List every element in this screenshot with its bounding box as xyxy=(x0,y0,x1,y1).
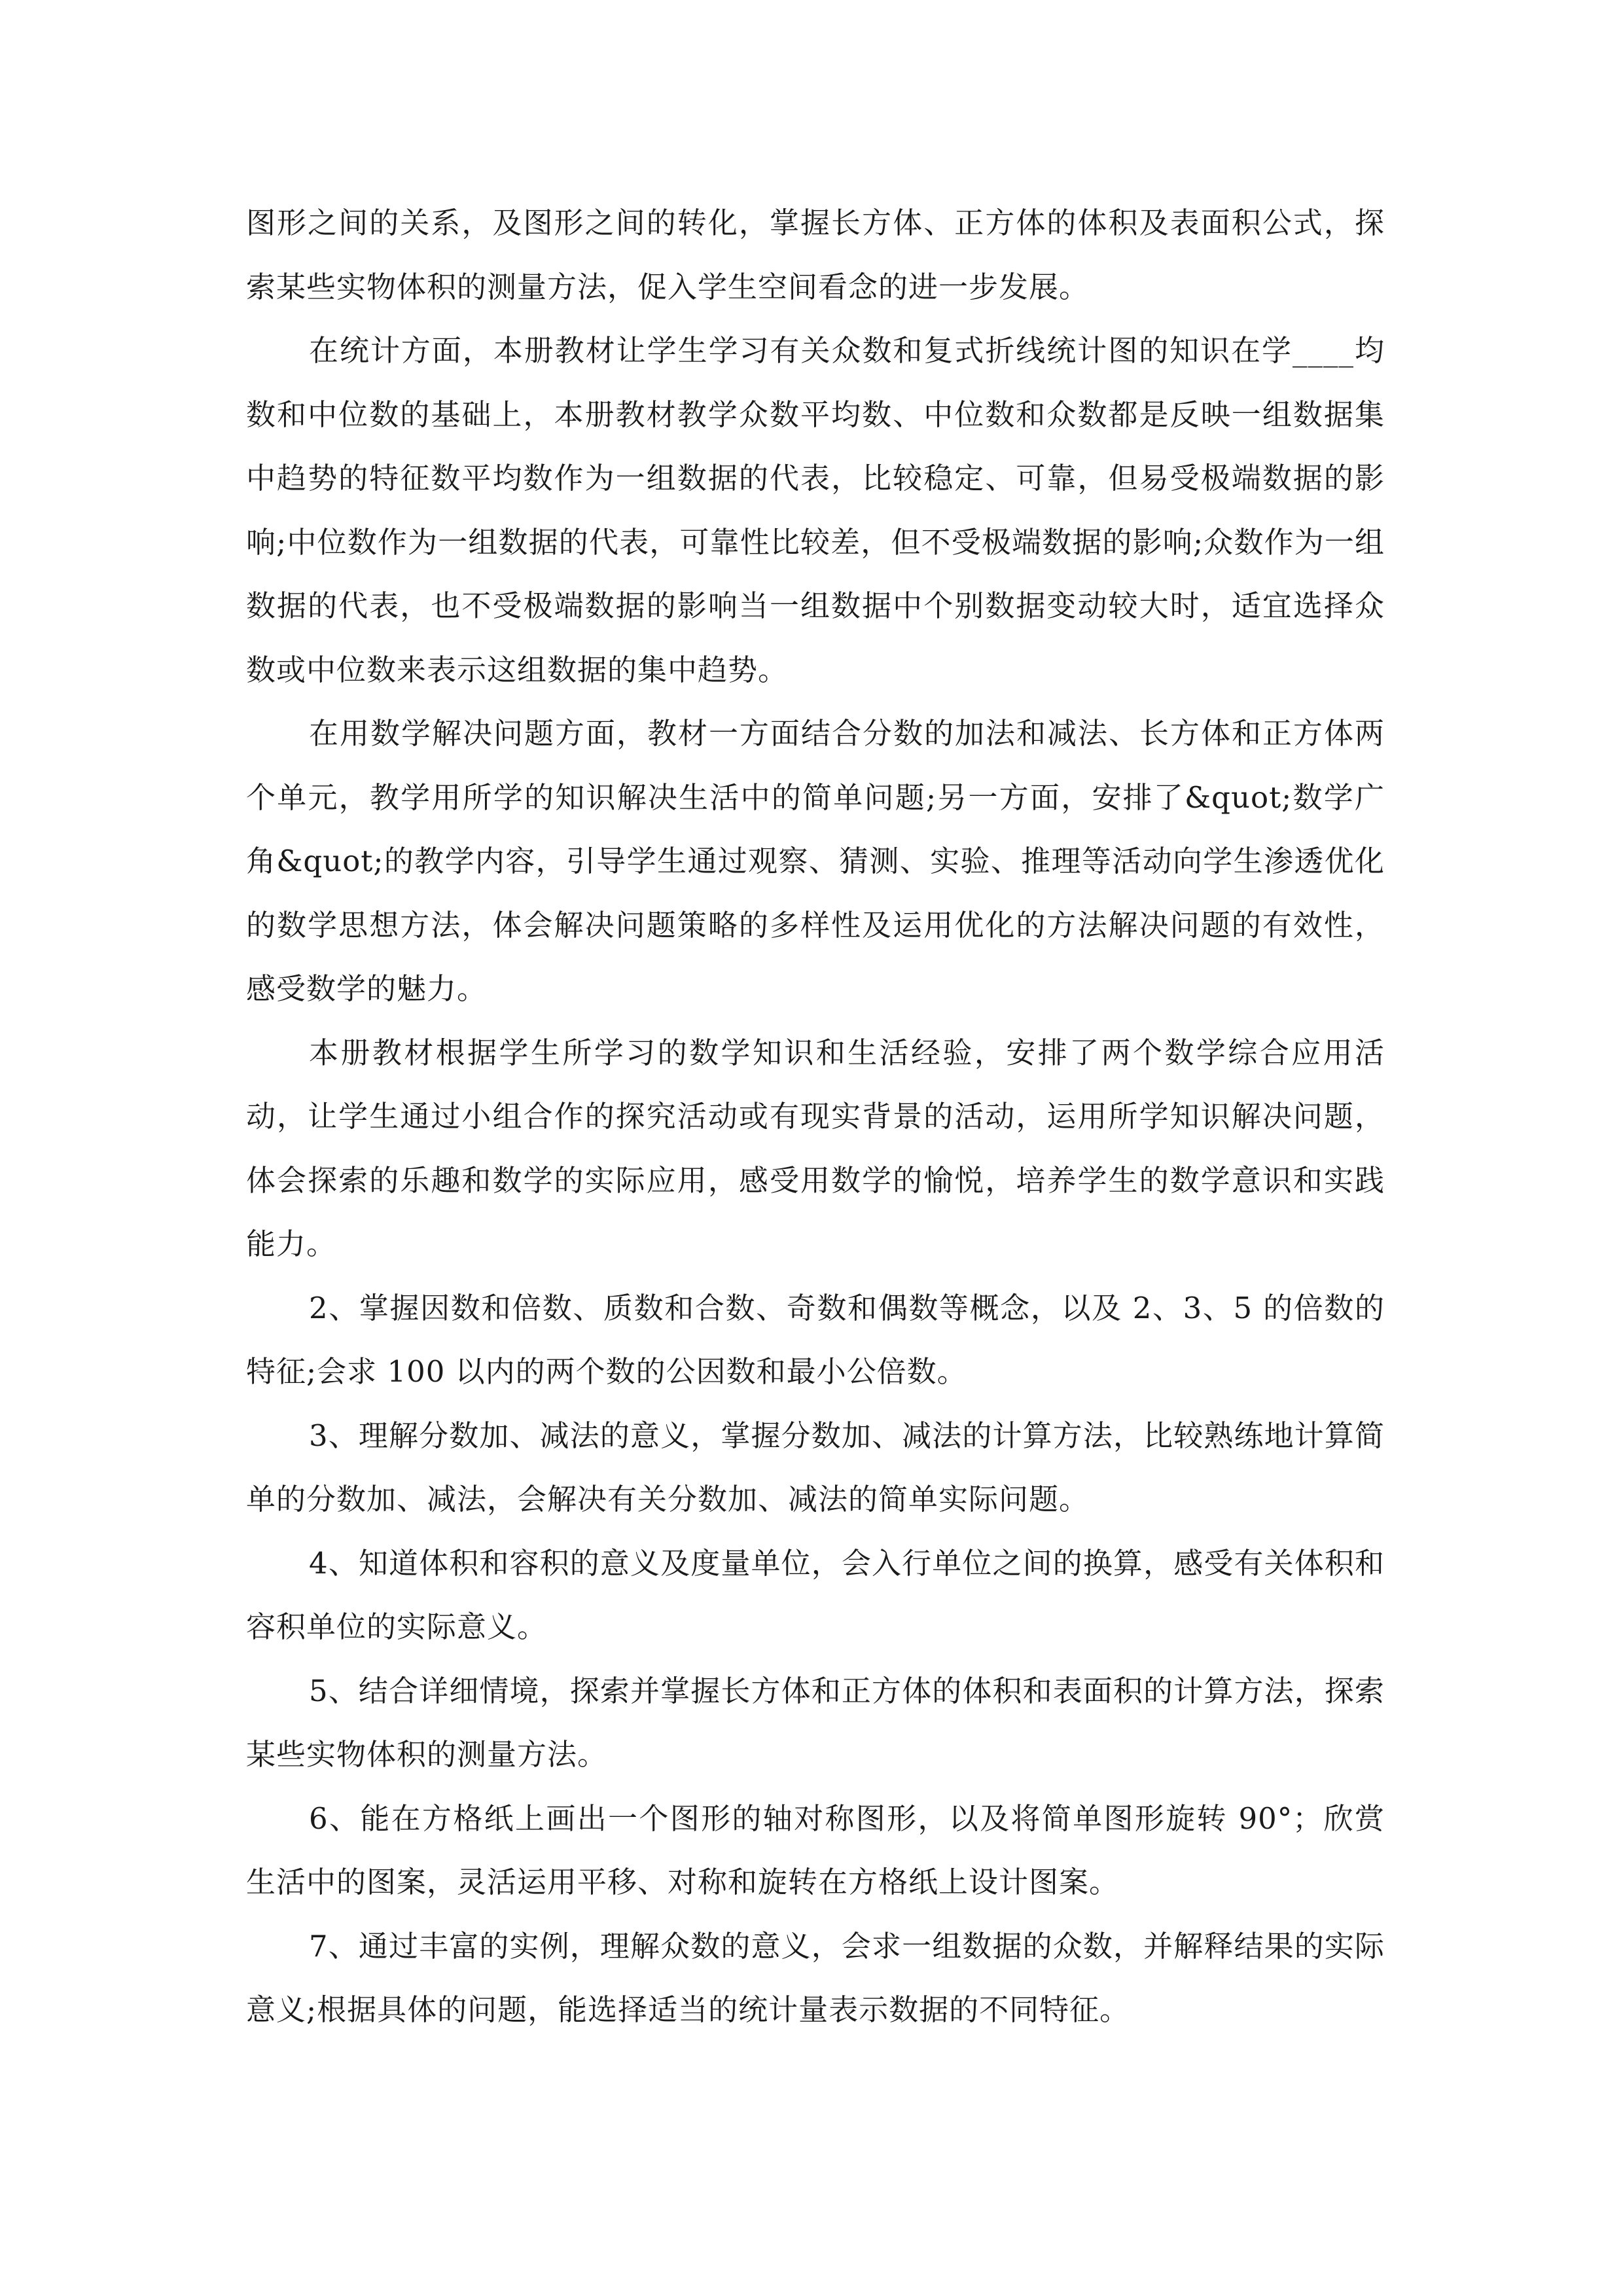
paragraph-goal-6: 6、能在方格纸上画出一个图形的轴对称图形，以及将简单图形旋转 90°；欣赏生活中的图案，灵活运用平移、对称和旋转在方格纸上设计图案。 xyxy=(246,1801,1385,1899)
paragraph-goal-3: 3、理解分数加、减法的意义，掌握分数加、减法的计算方法，比较熟练地计算简单的分数加、减法，会解决有关分数加、减法的简单实际问题。 xyxy=(246,1418,1385,1516)
paragraph-geometry-continuation: 图形之间的关系，及图形之间的转化，掌握长方体、正方体的体积及表面积公式，探索某些实物体积的测量方法，促入学生空间看念的进一步发展。 xyxy=(246,206,1385,304)
paragraph-goal-2: 2、掌握因数和倍数、质数和合数、奇数和偶数等概念，以及 2、3、5 的倍数的特征;会求 100 以内的两个数的公因数和最小公倍数。 xyxy=(246,1290,1385,1389)
paragraph-comprehensive-activities: 本册教材根据学生所学习的数学知识和生活经验，安排了两个数学综合应用活动，让学生通过小组合作的探究活动或有现实背景的活动，运用所学知识解决问题，体会探索的乐趣和数学的实际应用，感受用数学的愉悦，培养学生的数学意识和实践能力。 xyxy=(246,1035,1385,1261)
paragraph-goal-7: 7、通过丰富的实例，理解众数的意义，会求一组数据的众数，并解释结果的实际意义;根据具体的问题，能选择适当的统计量表示数据的不同特征。 xyxy=(246,1928,1385,2027)
paragraph-goal-5: 5、结合详细情境，探索并掌握长方体和正方体的体积和表面积的计算方法，探索某些实物体积的测量方法。 xyxy=(246,1673,1385,1772)
paragraph-statistics: 在统计方面，本册教材让学生学习有关众数和复式折线统计图的知识在学____均数和中位数的基础上，本册教材教学众数平均数、中位数和众数都是反映一组数据集中趋势的特征数平均数作为一组数据的代表，比较稳定、可靠，但易受极端数据的影响;中位数作为一组数据的代表，可靠性比较差，但不受极端数据的影响;众数作为一组数据的代表，也不受极端数据的影响当一组数据中个别数据变动较大时，适宜选择众数或中位数来表示这组数据的集中趋势。 xyxy=(246,333,1385,687)
document-body xyxy=(246,191,1385,2042)
paragraph-goal-4: 4、知道体积和容积的意义及度量单位，会入行单位之间的换算，感受有关体积和容积单位的实际意义。 xyxy=(246,1545,1385,1644)
paragraph-problem-solving: 在用数学解决问题方面，教材一方面结合分数的加法和减法、长方体和正方体两个单元，教学用所学的知识解决生活中的简单问题;另一方面，安排了&quot;数学广角&quot;的教学内容，引导学生通过观察、猜测、实验、推理等活动向学生渗透优化的数学思想方法，体会解决问题策略的多样性及运用优化的方法解决问题的有效性，感受数学的魅力。 xyxy=(246,716,1385,1006)
